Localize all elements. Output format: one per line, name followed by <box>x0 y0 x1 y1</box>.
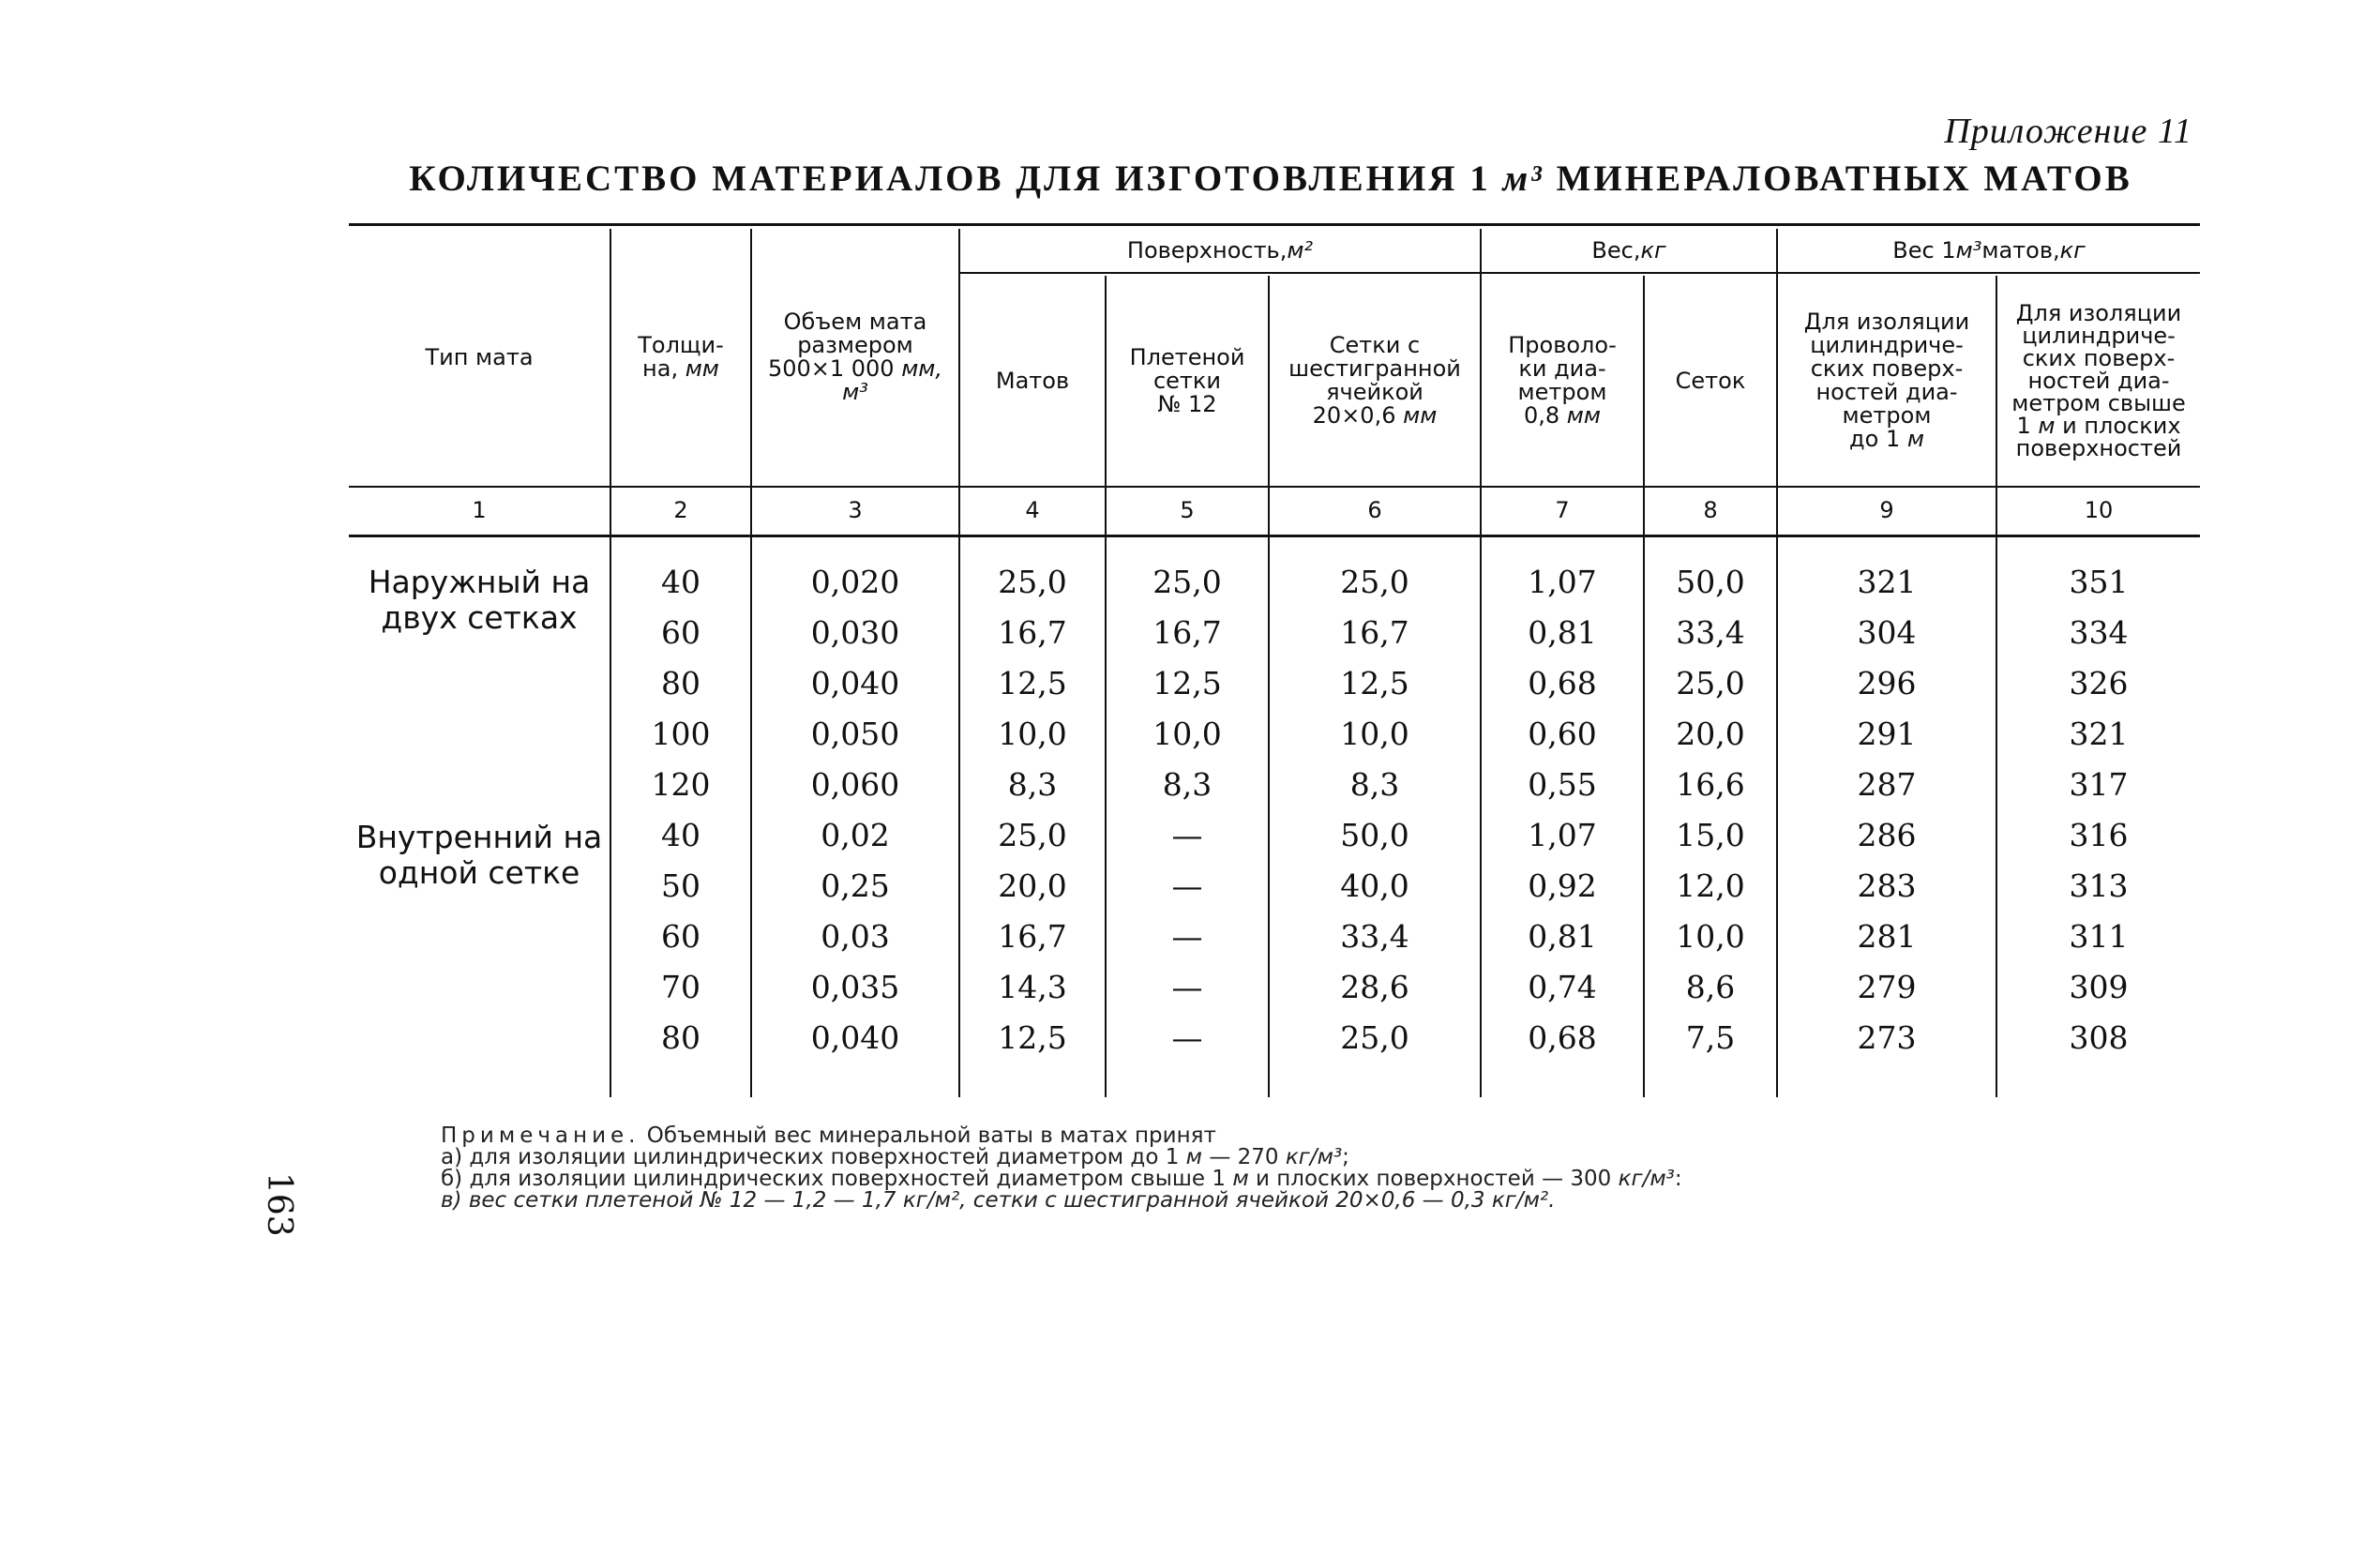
table-note <box>441 1125 1941 1212</box>
table-cell: 0,020 <box>810 564 900 600</box>
page-title: КОЛИЧЕСТВО МАТЕРИАЛОВ ДЛЯ ИЗГОТОВЛЕНИЯ 1 м³ МИНЕРАЛОВАТНЫХ МАТОВ <box>409 158 2132 199</box>
header-group-surface: Поверхность, м² <box>1126 236 1314 264</box>
table-cell: 50,0 <box>1340 817 1409 853</box>
table-cell: 304 <box>1857 614 1917 651</box>
col-number: 3 <box>848 497 863 523</box>
col-number: 7 <box>1555 497 1570 523</box>
table-cell: 15,0 <box>1676 817 1745 853</box>
col-number: 9 <box>1879 497 1894 523</box>
table-cell: — <box>1171 867 1203 904</box>
table-cell: 1,07 <box>1528 564 1597 600</box>
table-cell: 287 <box>1857 766 1917 803</box>
table-cell: 80 <box>661 1019 700 1056</box>
table-cell: 60 <box>661 918 700 955</box>
header-meshes: Сеток <box>1675 367 1746 394</box>
col-number: 8 <box>1703 497 1718 523</box>
table-cell: 16,7 <box>1340 614 1409 651</box>
col-number: 5 <box>1180 497 1195 523</box>
table-cell: 20,0 <box>998 867 1067 904</box>
table-cell: 273 <box>1857 1019 1917 1056</box>
table-cell: 8,6 <box>1685 969 1736 1005</box>
table-cell: 33,4 <box>1676 614 1745 651</box>
table-cell: 50,0 <box>1676 564 1745 600</box>
table-cell: 317 <box>2069 766 2129 803</box>
table-cell: 12,5 <box>1340 665 1409 701</box>
table-cell: 50 <box>661 867 700 904</box>
table-cell: 351 <box>2069 564 2129 600</box>
table-cell: 0,68 <box>1528 1019 1597 1056</box>
table-cell: 0,060 <box>810 766 900 803</box>
col-number: 1 <box>472 497 487 523</box>
page-number: 163 <box>260 1172 298 1237</box>
header-hex-mesh: Сетки с шестигранной ячейкой 20×0,6 мм <box>1288 332 1461 429</box>
table-cell: 40 <box>661 564 700 600</box>
table-cell: 311 <box>2069 918 2129 955</box>
table-cell: 0,03 <box>821 918 890 955</box>
group-header-rule <box>958 272 2200 274</box>
table-cell: 10,0 <box>998 716 1067 752</box>
table-cell: 0,040 <box>810 665 900 701</box>
table-cell: 0,040 <box>810 1019 900 1056</box>
table-top-rule <box>349 223 2200 226</box>
table-cell: 279 <box>1857 969 1917 1005</box>
note-line: Примечание. Объемный вес минеральной ваты в матах принят <box>441 1123 1216 1148</box>
note-line: в) вес сетки плетеной № 12 — 1,2 — 1,7 кг/м², сетки с шестигранной ячейкой 20×0,6 — 0,3 кг/м². <box>441 1188 1556 1213</box>
header-mats: Матов <box>995 367 1070 394</box>
header-bottom-rule <box>349 486 2200 488</box>
table-cell: 0,25 <box>821 867 890 904</box>
table-cell: 321 <box>2069 716 2129 752</box>
table-cell: 281 <box>1857 918 1917 955</box>
table-cell: 296 <box>1857 665 1917 701</box>
colnum-bottom-rule <box>349 535 2200 537</box>
header-weight-small-diameter: Для изоляции цилиндриче- ских поверх- ностей диа- метром до 1 м <box>1803 309 1970 452</box>
table-cell: 0,55 <box>1528 766 1597 803</box>
table-cell: 28,6 <box>1340 969 1409 1005</box>
table-cell: 8,3 <box>1349 766 1400 803</box>
header-thickness: Толщи- на, мм <box>638 332 724 382</box>
table-cell: 25,0 <box>1676 665 1745 701</box>
materials-table <box>349 223 2200 1097</box>
table-cell: 0,60 <box>1528 716 1597 752</box>
table-cell: 0,02 <box>821 817 890 853</box>
table-cell: 10,0 <box>1152 716 1222 752</box>
table-cell: 308 <box>2069 1019 2129 1056</box>
table-cell: 25,0 <box>1340 1019 1409 1056</box>
table-cell: 334 <box>2069 614 2129 651</box>
table-cell: — <box>1171 918 1203 955</box>
table-cell: 10,0 <box>1340 716 1409 752</box>
header-wire: Проволо- ки диа- метром 0,8 мм <box>1508 332 1617 429</box>
table-cell: 25,0 <box>1152 564 1222 600</box>
header-volume: Объем мата размером 500×1 000 мм, м³ <box>767 309 943 405</box>
header-mat-type: Тип мата <box>425 343 534 370</box>
table-cell: 1,07 <box>1528 817 1597 853</box>
note-line: а) для изоляции цилиндрических поверхностей диаметром до 1 м — 270 кг/м³; <box>441 1145 1349 1169</box>
table-cell: 80 <box>661 665 700 701</box>
table-cell: 291 <box>1857 716 1917 752</box>
table-cell: 20,0 <box>1676 716 1745 752</box>
table-cell: — <box>1171 817 1203 853</box>
col-number: 6 <box>1367 497 1382 523</box>
table-cell: 0,74 <box>1528 969 1597 1005</box>
header-group-weight: Вес, кг <box>1591 236 1666 264</box>
table-cell: 25,0 <box>998 817 1067 853</box>
header-woven-mesh: Плетеной сетки № 12 <box>1129 343 1245 417</box>
table-cell: 326 <box>2069 665 2129 701</box>
table-cell: 120 <box>651 766 711 803</box>
table-cell: 10,0 <box>1676 918 1745 955</box>
table-cell: 12,5 <box>1152 665 1222 701</box>
table-cell: 12,0 <box>1676 867 1745 904</box>
col-number: 2 <box>673 497 688 523</box>
appendix-label: Приложение 11 <box>1944 112 2192 151</box>
table-cell: 0,92 <box>1528 867 1597 904</box>
table-cell: 8,3 <box>1162 766 1213 803</box>
table-cell: — <box>1171 969 1203 1005</box>
header-group-weight-1m3: Вес 1 м³ матов, кг <box>1892 236 2086 264</box>
col-number: 4 <box>1025 497 1040 523</box>
table-cell: 316 <box>2069 817 2129 853</box>
table-cell: 309 <box>2069 969 2129 1005</box>
table-cell: 100 <box>651 716 711 752</box>
table-cell: 16,7 <box>1152 614 1222 651</box>
header-weight-large-diameter: Для изоляции цилиндриче- ских поверх- ностей диа- метром свыше 1 м и плоских поверхностей <box>2011 300 2186 461</box>
table-cell: 16,7 <box>998 614 1067 651</box>
table-cell: 16,6 <box>1676 766 1745 803</box>
table-cell: 7,5 <box>1685 1019 1736 1056</box>
table-cell: 321 <box>1857 564 1917 600</box>
table-cell: — <box>1171 1019 1203 1056</box>
table-cell: 70 <box>661 969 700 1005</box>
table-cell: 313 <box>2069 867 2129 904</box>
row-group-label-outer: Наружный на двух сетках <box>368 564 591 636</box>
table-cell: 0,030 <box>810 614 900 651</box>
table-cell: 25,0 <box>1340 564 1409 600</box>
table-cell: 286 <box>1857 817 1917 853</box>
table-cell: 0,81 <box>1528 918 1597 955</box>
table-cell: 12,5 <box>998 665 1067 701</box>
table-cell: 60 <box>661 614 700 651</box>
table-cell: 283 <box>1857 867 1917 904</box>
table-cell: 0,81 <box>1528 614 1597 651</box>
table-cell: 33,4 <box>1340 918 1409 955</box>
table-cell: 0,035 <box>810 969 900 1005</box>
table-cell: 0,050 <box>810 716 900 752</box>
table-cell: 8,3 <box>1007 766 1058 803</box>
table-cell: 40 <box>661 817 700 853</box>
table-cell: 25,0 <box>998 564 1067 600</box>
col-number: 10 <box>2084 497 2114 523</box>
row-group-label-inner: Внутренний на одной сетке <box>355 819 603 891</box>
table-cell: 14,3 <box>998 969 1067 1005</box>
table-cell: 40,0 <box>1340 867 1409 904</box>
table-cell: 16,7 <box>998 918 1067 955</box>
table-cell: 12,5 <box>998 1019 1067 1056</box>
table-cell: 0,68 <box>1528 665 1597 701</box>
note-line: б) для изоляции цилиндрических поверхностей диаметром свыше 1 м и плоских поверхностей — 300 кг/м³: <box>441 1167 1682 1191</box>
